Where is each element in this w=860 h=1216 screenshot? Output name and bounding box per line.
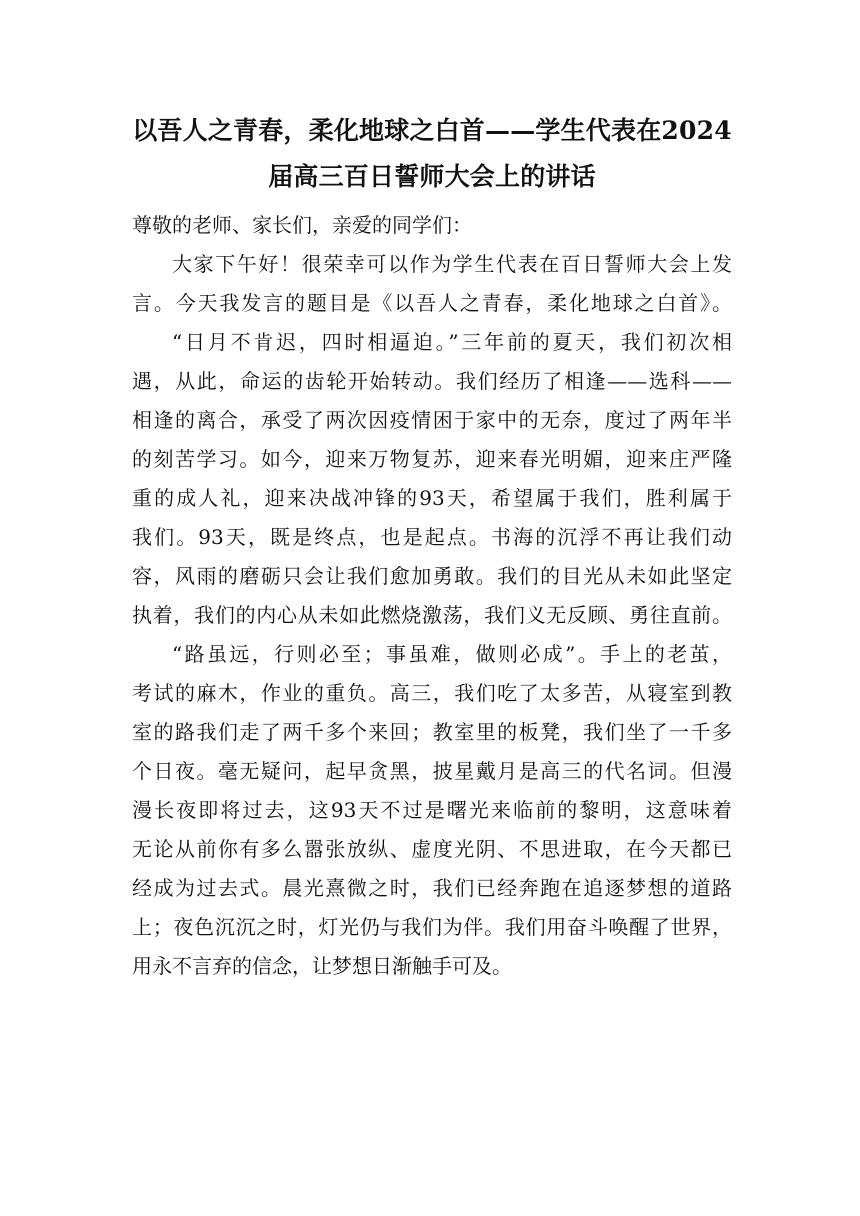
paragraph-line: 经成为过去式。晨光熹微之时，我们已经奔跑在追逐梦想的道路 (132, 876, 732, 900)
paragraph-line: 用永不言弃的信念，让梦想日渐触手可及。 (132, 954, 512, 978)
title-line: 届高三百日誓师大会上的讲话 (268, 162, 596, 191)
paragraph-line: 漫长夜即将过去，这93天不过是曙光来临前的黎明，这意味着 (132, 798, 732, 822)
paragraph-line: 重的成人礼，迎来决战冲锋的93天，希望属于我们，胜利属于 (132, 486, 732, 510)
paragraph-line: 个日夜。毫无疑问，起早贪黑，披星戴月是高三的代名词。但漫 (132, 759, 732, 783)
paragraph-line: 上；夜色沉沉之时，灯光仍与我们为伴。我们用奋斗唤醒了世界， (132, 915, 732, 939)
paragraph-3 (132, 635, 732, 986)
paragraph-line: 大家下午好！很荣幸可以作为学生代表在百日誓师大会上发 (172, 252, 732, 276)
paragraph-line: 言。今天我发言的题目是《以吾人之青春，柔化地球之白首》。 (132, 291, 732, 315)
paragraph-line: 无论从前你有多么嚣张放纵、虚度光阴、不思进取，在今天都已 (132, 837, 732, 861)
paragraph-line: 我们。93天，既是终点，也是起点。书海的沉浮不再让我们动 (132, 525, 732, 549)
paragraph-line: “日月不肯迟，四时相逼迫。”三年前的夏天，我们初次相 (172, 330, 732, 354)
document-title (132, 108, 732, 200)
paragraph-line: 遇，从此，命运的齿轮开始转动。我们经历了相逢——选科—— (132, 369, 732, 393)
title-line: 以吾人之青春，柔化地球之白首——学生代表在2024 (132, 116, 732, 145)
paragraph-line: “路虽远，行则必至；事虽难，做则必成”。手上的老茧， (172, 642, 732, 666)
paragraph-line: 考试的麻木，作业的重负。高三，我们吃了太多苦，从寝室到教 (132, 681, 732, 705)
paragraph-1 (132, 245, 732, 323)
paragraph-line: 室的路我们走了两千多个来回；教室里的板凳，我们坐了一千多 (132, 720, 732, 744)
paragraph-line: 相逢的离合，承受了两次因疫情困于家中的无奈，度过了两年半 (132, 408, 732, 432)
document-body (132, 108, 732, 986)
paragraph-2 (132, 323, 732, 635)
salutation: 尊敬的老师、家长们，亲爱的同学们： (132, 213, 472, 237)
paragraph-line: 执着，我们的内心从未如此燃烧激荡，我们义无反顾、勇往直前。 (132, 603, 732, 627)
paragraph-line: 容，风雨的磨砺只会让我们愈加勇敢。我们的目光从未如此坚定 (132, 564, 732, 588)
paragraph-line: 的刻苦学习。如今，迎来万物复苏，迎来春光明媚，迎来庄严隆 (132, 447, 732, 471)
